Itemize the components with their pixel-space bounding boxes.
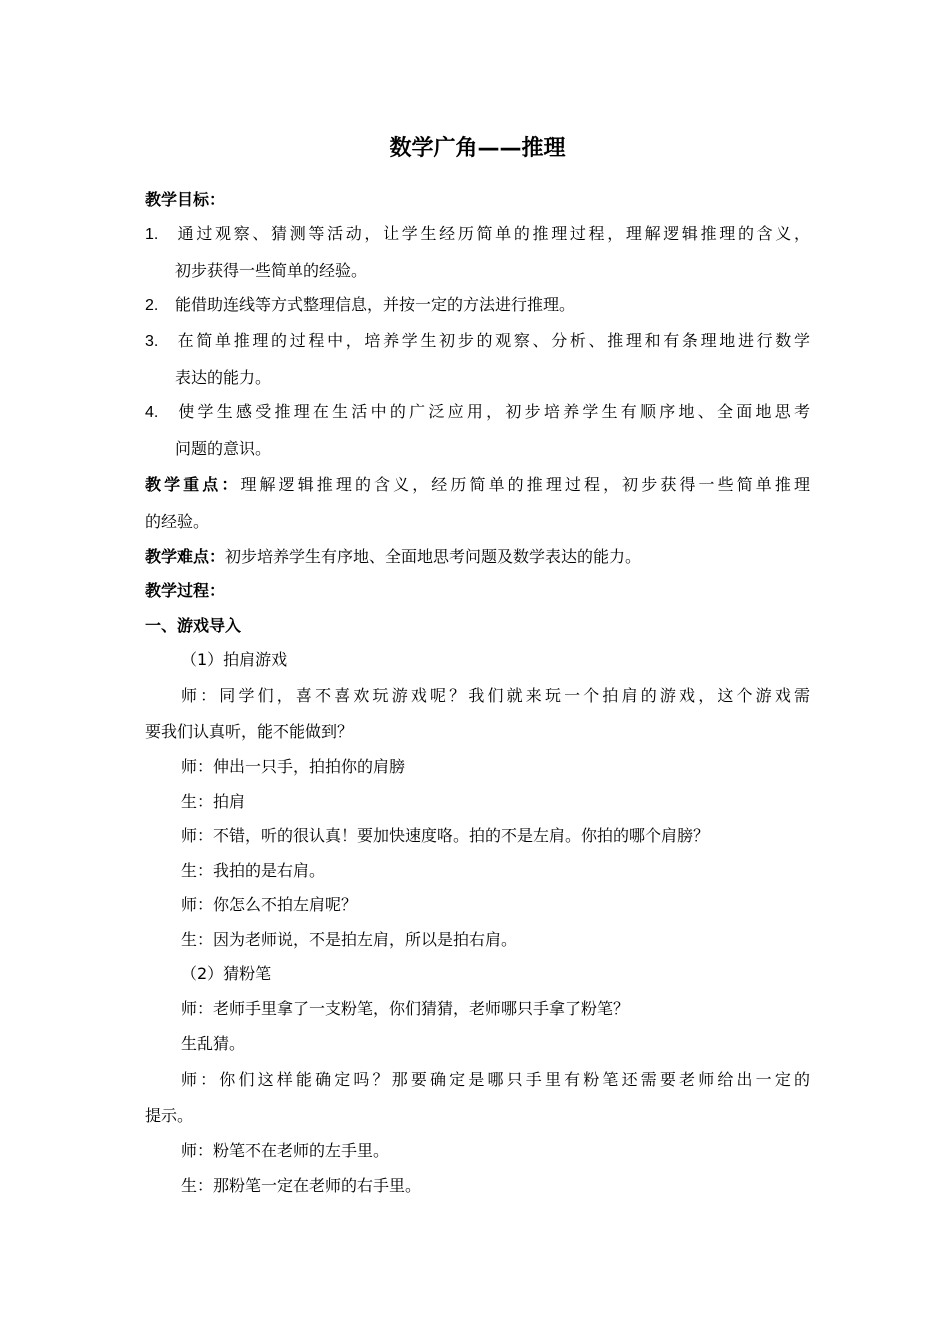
section-heading: 一、游戏导入 [145, 616, 242, 635]
objective-text: 通过观察、猜测等活动，让学生经历简单的推理过程，理解逻辑推理的含义， [175, 224, 810, 243]
key-point-cont: 的经验。 [145, 512, 210, 531]
process-heading: 教学过程： [145, 581, 226, 600]
dialogue-line: 师：你们这样能确定吗？那要确定是哪只手里有粉笔还需要老师给出一定的 [181, 1070, 810, 1089]
subsection-heading: （1）拍肩游戏 [181, 650, 288, 669]
difficulty-label: 教学难点： [145, 547, 226, 566]
list-number: 3. [145, 333, 159, 350]
dialogue-line: 师：伸出一只手，拍拍你的肩膀 [181, 757, 406, 776]
difficulty-text: 初步培养学生有序地、全面地思考问题及数学表达的能力。 [225, 547, 642, 566]
key-point-text: 理解逻辑推理的含义，经历简单的推理过程，初步获得一些简单推理 [240, 475, 810, 494]
list-number: 4. [145, 404, 159, 421]
dialogue-line: 生：拍肩 [181, 792, 246, 811]
dialogue-line: 师：老师手里拿了一支粉笔，你们猜猜，老师哪只手拿了粉笔？ [181, 999, 630, 1018]
dialogue-line: 师：粉笔不在老师的左手里。 [181, 1141, 390, 1160]
objective-item-4-cont: 问题的意识。 [175, 439, 272, 458]
objective-item-3 [145, 330, 810, 353]
document-title: 数学广角——推理 [389, 136, 566, 161]
objectives-heading: 教学目标： [145, 190, 226, 209]
dialogue-line-cont: 要我们认真听，能不能做到？ [145, 722, 354, 741]
subsection-heading: （2）猜粉笔 [181, 964, 272, 983]
dialogue-line: 师：你怎么不拍左肩呢？ [181, 895, 358, 914]
dialogue-line: 师：同学们，喜不喜欢玩游戏呢？我们就来玩一个拍肩的游戏，这个游戏需 [181, 686, 810, 705]
key-point [145, 474, 810, 496]
dialogue-line: 生：我拍的是右肩。 [181, 861, 326, 880]
objective-item-1-cont: 初步获得一些简单的经验。 [175, 261, 368, 280]
objective-item-2 [145, 294, 810, 317]
key-point-label: 教学重点： [145, 475, 241, 494]
objective-text: 能借助连线等方式整理信息，并按一定的方法进行推理。 [175, 295, 576, 314]
objective-item-1 [145, 223, 810, 246]
difficulty [145, 546, 810, 568]
dialogue-line: 生乱猜。 [181, 1034, 246, 1053]
dialogue-line-cont: 提示。 [145, 1106, 194, 1125]
list-number: 2. [145, 297, 159, 314]
objective-item-3-cont: 表达的能力。 [175, 368, 272, 387]
dialogue-line: 师：不错，听的很认真！要加快速度咯。拍的不是左肩。你拍的哪个肩膀？ [181, 826, 710, 845]
objective-text: 使学生感受推理在生活中的广泛应用，初步培养学生有顺序地、全面地思考 [175, 402, 810, 421]
objective-text: 在简单推理的过程中，培养学生初步的观察、分析、推理和有条理地进行数学 [175, 331, 810, 350]
list-number: 1. [145, 226, 159, 243]
dialogue-line: 生：因为老师说，不是拍左肩，所以是拍右肩。 [181, 930, 518, 949]
objective-item-4 [145, 401, 810, 424]
dialogue-line: 生：那粉笔一定在老师的右手里。 [181, 1176, 422, 1195]
